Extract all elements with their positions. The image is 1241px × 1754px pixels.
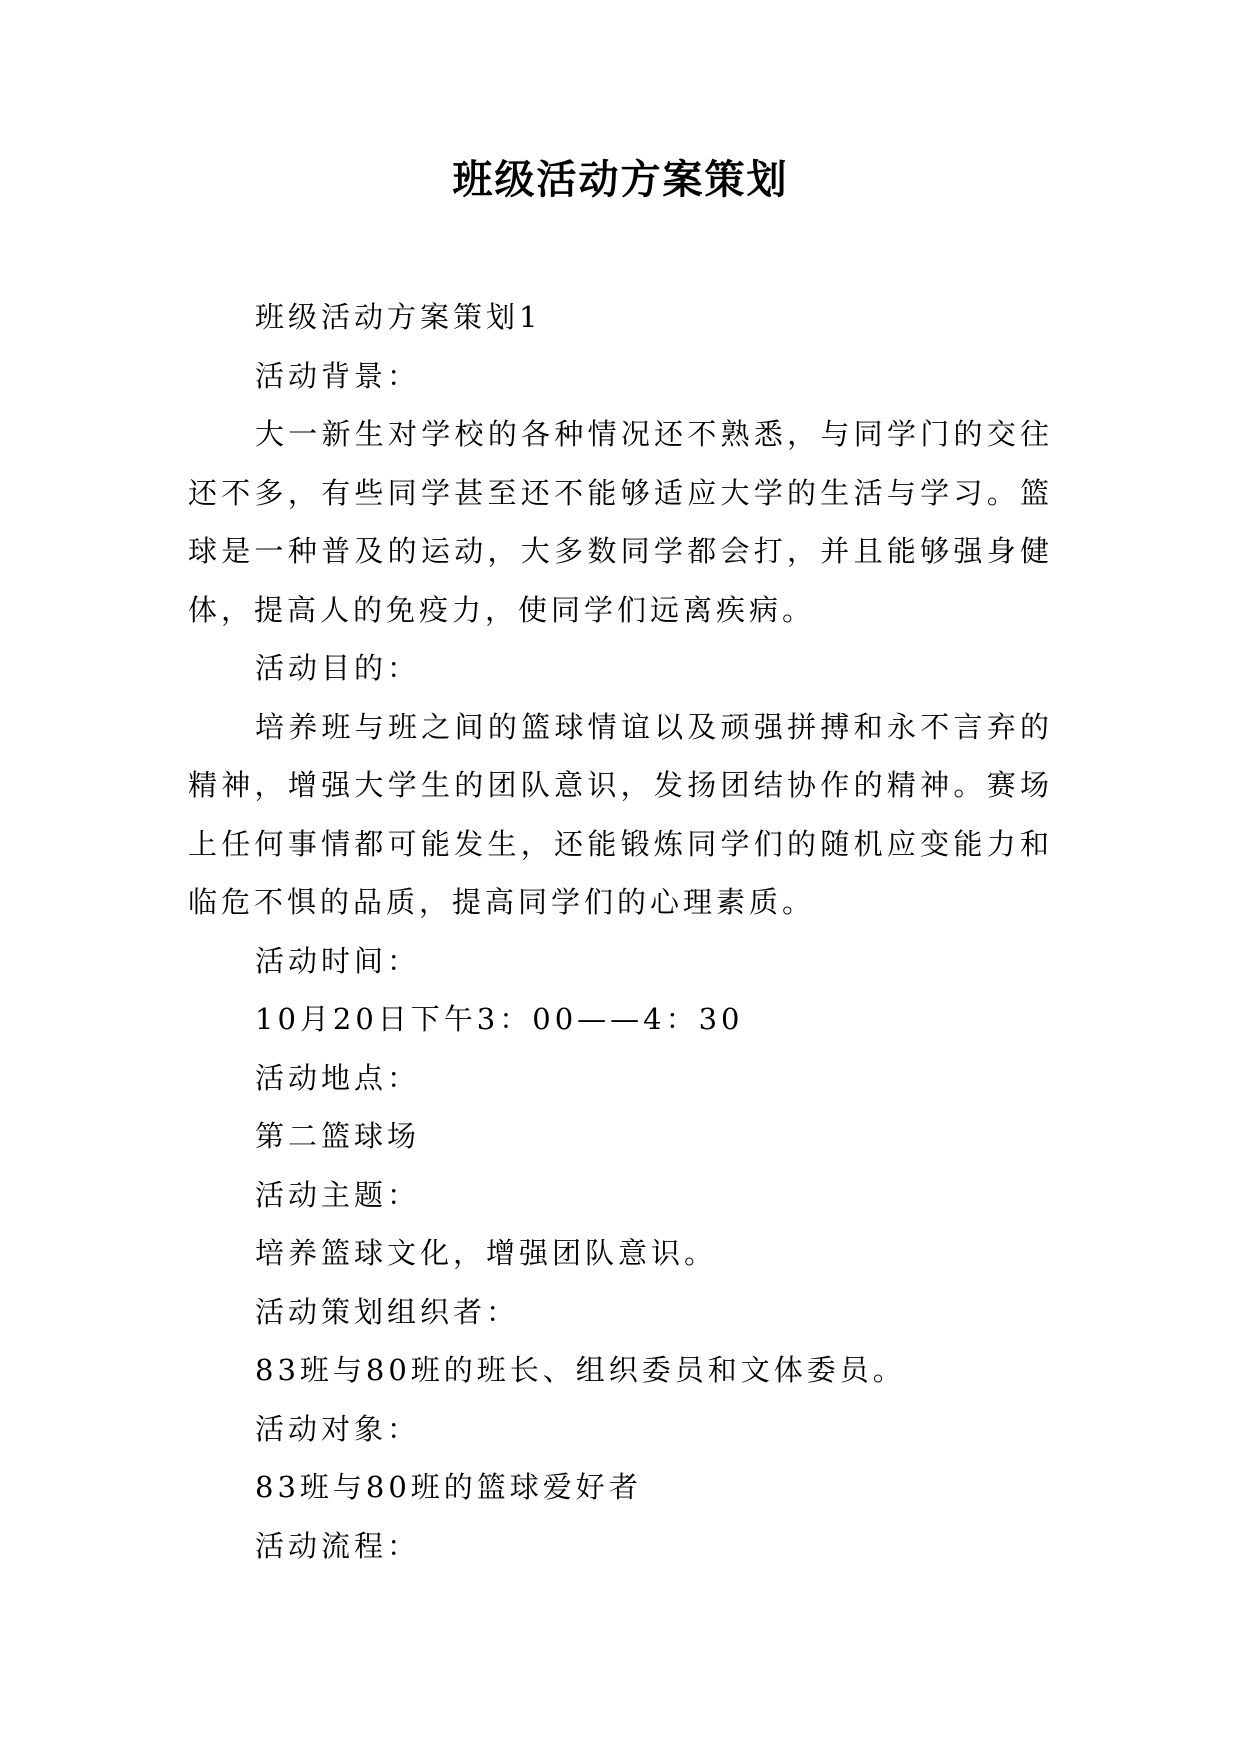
heading-location: 活动地点： (255, 1060, 421, 1095)
paragraph-theme: 培养篮球文化，增强团队意识。 (255, 1236, 718, 1270)
heading-purpose: 活动目的： (255, 651, 421, 685)
heading-process: 活动流程： (255, 1528, 421, 1563)
paragraph-audience: 83班与80班的篮球爱好者 (255, 1470, 642, 1504)
heading-time: 活动时间： (255, 943, 421, 978)
paragraph-location: 第二篮球场 (255, 1119, 421, 1153)
paragraph-time: 10月20日下午3：00——4：30 (255, 1002, 744, 1036)
subtitle-paragraph: 班级活动方案策划1 (255, 300, 542, 334)
paragraph-background: 大一新生对学校的各种情况还不熟悉，与同学门的交往还不多，有些同学甚至还不能够适应大学的生活与学习。篮球是一种普及的运动，大多数同学都会打，并且能够强身健体，提高人的免疫力，使同学们远离疾病。 (188, 417, 1053, 627)
paragraph-organizers: 83班与80班的班长、组织委员和文体委员。 (255, 1353, 906, 1387)
heading-background: 活动背景： (255, 358, 421, 393)
document-body (188, 288, 1053, 1575)
paragraph-purpose: 培养班与班之间的篮球情谊以及顽强拼搏和永不言弃的精神，增强大学生的团队意识，发扬团结协作的精神。赛场上任何事情都可能发生，还能锻炼同学们的随机应变能力和临危不惧的品质，提高同学们的心理素质。 (188, 709, 1053, 919)
heading-organizers: 活动策划组织者： (255, 1294, 520, 1329)
heading-theme: 活动主题： (255, 1177, 421, 1212)
heading-audience: 活动对象： (255, 1411, 421, 1446)
document-title: 班级活动方案策划 (452, 156, 789, 203)
